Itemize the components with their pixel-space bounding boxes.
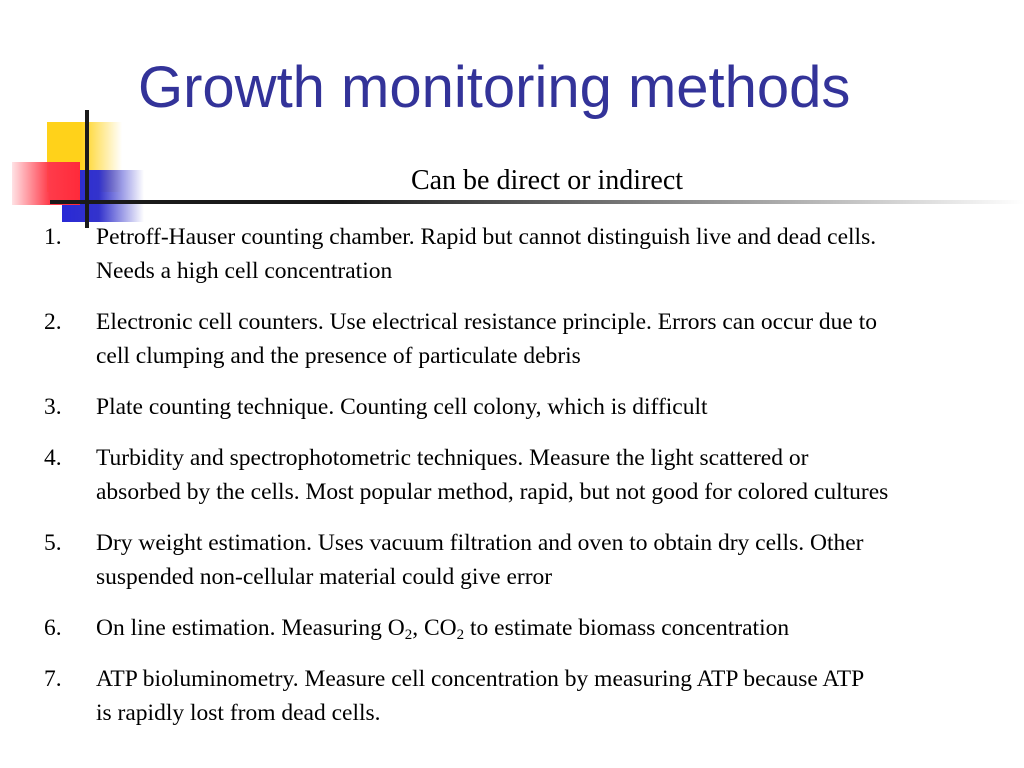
list-item: [44, 662, 1024, 730]
item-number: 7.: [44, 666, 62, 692]
item-text-line: Plate counting technique. Counting cell colony, which is difficult: [96, 394, 708, 420]
item-text-line: Electronic cell counters. Use electrical resistance principle. Errors can occur due to: [96, 309, 878, 335]
title-divider-line: [50, 200, 1024, 204]
list-item: [44, 390, 1024, 424]
item-text-part: to estimate biomass concentration: [464, 615, 790, 641]
list-item: [44, 441, 1024, 509]
item-text-line: absorbed by the cells. Most popular method, rapid, but not good for colored cultures: [96, 479, 889, 505]
item-text-part: , CO: [412, 615, 457, 641]
methods-list: [44, 220, 1024, 747]
item-number: 3.: [44, 394, 62, 420]
slide-subtitle: Can be direct or indirect: [410, 165, 684, 196]
subscript: 2: [456, 627, 465, 643]
list-item: [44, 220, 1024, 288]
item-text-line: Needs a high cell concentration: [96, 258, 393, 284]
item-text-line: is rapidly lost from dead cells.: [96, 700, 381, 726]
item-number: 6.: [44, 615, 62, 641]
item-text-line: Petroff-Hauser counting chamber. Rapid but cannot distinguish live and dead cells.: [96, 224, 877, 250]
item-number: 4.: [44, 445, 62, 471]
item-text-line: Turbidity and spectrophotometric techniques. Measure the light scattered or: [96, 445, 809, 471]
item-number: 2.: [44, 309, 62, 335]
list-item: [44, 526, 1024, 594]
list-item: [44, 305, 1024, 373]
item-text-line: Dry weight estimation. Uses vacuum filtration and oven to obtain dry cells. Other: [96, 530, 864, 556]
item-text-line: [96, 611, 1024, 645]
item-text-part: On line estimation. Measuring O: [96, 615, 405, 641]
item-number: 1.: [44, 224, 62, 250]
item-text-line: ATP bioluminometry. Measure cell concentration by measuring ATP because ATP: [96, 666, 865, 692]
item-text-line: cell clumping and the presence of particulate debris: [96, 343, 581, 369]
slide-title: Growth monitoring methods: [138, 55, 851, 120]
item-text-line: suspended non-cellular material could give error: [96, 564, 553, 590]
subscript: 2: [404, 627, 413, 643]
list-item: [44, 611, 1024, 645]
item-number: 5.: [44, 530, 62, 556]
